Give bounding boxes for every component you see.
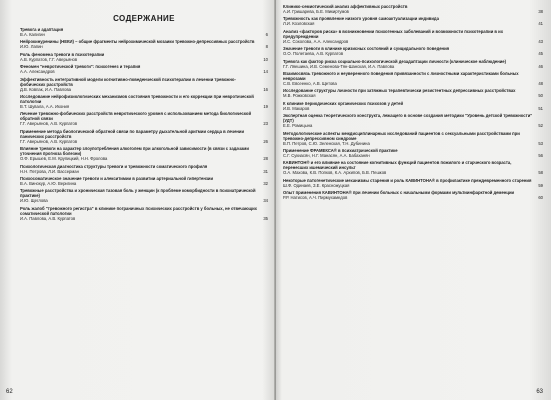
toc-entry — [283, 16, 543, 26]
toc-entry — [20, 27, 268, 37]
toc-entry-page: 46 — [538, 63, 543, 69]
toc-entry — [283, 29, 543, 44]
toc-entry-authors: Ш.Ф. Одинаев, З.Е. Красножуцкая — [283, 182, 350, 188]
toc-entry-page: 19 — [263, 103, 268, 109]
toc-entry-authors: О.О. Полетаева, А.В. Курпатов — [283, 51, 344, 57]
toc-entry — [20, 77, 268, 92]
toc-entry-title: Клинико-семиотический анализ аффективных расстройств — [283, 4, 408, 9]
toc-entry — [20, 129, 268, 144]
toc-entry-authors: О.А. Махова, К.В. Попков, К.А. Архипов, Б.В. Пешков — [283, 170, 387, 176]
toc-entry-authors: Г.Г. Аверьянов, А.В. Курпатов — [20, 121, 78, 127]
toc-entry-page: 23 — [263, 121, 268, 127]
toc-entry-authors: Е.Е. Ромицына — [283, 123, 313, 129]
toc-entry-page: 50 — [538, 93, 543, 99]
toc-entry — [283, 190, 543, 200]
toc-entry-title: Исследование структуры личности при затяжных терапевтически резистентных депрессивных расстройствах — [283, 88, 516, 94]
toc-entry-title: Тревога и адаптация — [20, 27, 64, 32]
toc-entry-page: 35 — [263, 215, 268, 221]
toc-entry-page: 60 — [538, 195, 543, 201]
toc-entry-title: К клинике периодических органических психозов у детей — [283, 100, 404, 106]
toc-entry-page: 10 — [263, 56, 268, 62]
toc-entry — [20, 39, 268, 49]
toc-entry-authors: А.А. Александров — [20, 69, 55, 75]
right-page-number: 63 — [536, 389, 543, 395]
toc-entry-title: Применение ФРАМЕКСА® в психиатрической практике — [283, 147, 398, 153]
toc-entry-title: Эффективность интегративной модели когнитивно-поведенческой психотерапии в лечении тревожно-фобических расстройств — [20, 76, 236, 87]
toc-entry-authors: А.И. Гришарева, Б.Е. Микиртумов — [283, 9, 349, 14]
toc-entry-title: Исследование нейрофизиологических механизмов состояния тревожности и его коррекции при невротической патологии — [20, 93, 254, 104]
toc-entry — [283, 131, 543, 146]
toc-entry — [283, 4, 543, 14]
toc-entry-title: Тревожные расстройства и хроническая тазовая боль у женщин (к проблеме коморбидности в психиатрической практике) — [20, 188, 256, 199]
toc-entry — [20, 164, 268, 174]
toc-entry-title: Тревога как фактор риска социально-психологической дезадаптации личности (клиническое наблюдение) — [283, 58, 507, 64]
toc-entry-page: 48 — [538, 80, 543, 86]
toc-entry-title: Методологические аспекты междисциплинарных исследований пациентов с сексуальными расстройствами при тревожно-депрессивном синдроме — [283, 130, 520, 141]
toc-entry-page: 34 — [263, 198, 268, 204]
toc-entry-authors: И.В. Макаров — [283, 105, 310, 111]
toc-entry-title: Применение метода биологической обратной связи по параметру дыхательной аритмии сердца в лечении панических расстройств — [20, 128, 245, 139]
toc-entry-page: 41 — [538, 21, 543, 27]
toc-entry — [283, 59, 543, 69]
toc-entry-title: Нейрокинуренины (НЕКИ) – общие фрагменты нейрохимической мозаики тревожно-депрессивных расстройств — [20, 39, 255, 45]
toc-entry-page: 16 — [263, 86, 268, 92]
toc-entry — [20, 176, 268, 186]
toc-entry-title: Тревожность как проявление низкого уровня самоактуализации индивида — [283, 16, 439, 22]
toc-entry — [283, 178, 543, 188]
toc-entry-title: Роль жалоб "тревожного регистра" в клинике пограничных психических расстройств у больных, не отвечающих соматической патологии — [20, 205, 257, 216]
toc-entry-page: 59 — [538, 182, 543, 188]
toc-entry-title: Значение тревоги в клинике кризисных состояний и суицидального поведения — [283, 46, 450, 52]
toc-entry-title: Психологическая диагностика структуры тревоги и тревожности соматического профиля — [20, 163, 208, 169]
toc-entry — [20, 146, 268, 161]
toc-entry-title: Взаимосвязь тревожного и неуверенного поведения привязанности с личностными характеристиками больных неврозами — [283, 70, 519, 81]
toc-entry-title: КАВИНТОН® и его влияние на состояние когнитивных функций пациентов пожилого и старческого возраста, перенесших ишемический инсульт — [283, 160, 512, 171]
toc-entry-title: Экспертная оценка теоретического конструкта, лежащего в основе создания методики "Уровень детской тревожности" (УДТ) — [283, 113, 533, 124]
toc-entry-authors: В.П. Петров, С.Ю. Зеленская, Т.Н. Дубинина — [283, 140, 370, 146]
toc-entry-authors: Р.Р. Натисов, А.Ч. Пирмухамедов — [283, 195, 348, 201]
toc-entry — [283, 148, 543, 158]
toc-entry-page: 6 — [265, 32, 268, 37]
toc-entry-authors: Н.Н. Петрова, Л.И. Вассерман — [20, 168, 79, 174]
toc-entry-authors: И.С. Соколова, А.А. Александров — [283, 38, 349, 44]
toc-entry-title: Феномен "невротической тревоги": психогенез и терапия — [20, 64, 141, 70]
toc-entry — [20, 111, 268, 126]
toc-entry-page: 26 — [263, 138, 268, 144]
toc-entry — [20, 188, 268, 203]
toc-entry-authors: М.В. Рожковская — [283, 93, 316, 99]
right-toc-list — [283, 4, 543, 200]
toc-entry-page: 45 — [538, 51, 543, 57]
toc-heading: СОДЕРЖАНИЕ — [113, 14, 175, 23]
toc-entry-page: 52 — [538, 123, 543, 129]
toc-entry-page: 31 — [263, 168, 268, 174]
right-page — [276, 0, 551, 400]
toc-entry — [283, 113, 543, 128]
toc-entry — [283, 88, 543, 98]
toc-entry-authors: В.Т. Шувала, А.А. Икония — [20, 103, 70, 109]
toc-entry-authors: Г.Г. Аверьянов, А.В. Курпатов — [20, 138, 78, 144]
toc-entry-authors: А.В. Курпатов, Г.Г. Аверьянов — [20, 56, 78, 62]
toc-entry-page: 32 — [263, 180, 268, 186]
toc-entry-title: Некоторые патогенетические механизмы старения и роль КАВИНТОНА® в профилактике преждевременного старения — [283, 177, 532, 183]
toc-entry-page: 53 — [538, 140, 543, 146]
toc-entry-page: 58 — [538, 170, 543, 176]
toc-entry-page: 56 — [538, 152, 543, 158]
toc-entry-page: 43 — [538, 38, 543, 44]
toc-entry-authors: И.Ю. Лапин — [20, 44, 43, 50]
left-toc-list — [20, 27, 268, 221]
toc-entry — [20, 206, 268, 221]
toc-entry-title: Психосоматическое значение тревоги и алекситимии в развитии артериальной гипертензии — [20, 175, 214, 181]
toc-entry-page: 51 — [538, 105, 543, 111]
toc-entry — [283, 101, 543, 111]
toc-entry-title: Лечение тревожно-фобических расстройств невротического уровня с использованием метода биологической обратной связи — [20, 111, 252, 122]
toc-entry-title: Влияние тревоги на характер злоупотребления алкоголем при алкогольной зависимости (в связи с задачами уточнения прогноза болезни) — [20, 146, 249, 157]
toc-entry-page: 8 — [265, 44, 268, 50]
toc-entry — [20, 52, 268, 62]
toc-entry-title: Роль феномена тревоги в психотерапии — [20, 51, 105, 57]
toc-entry — [20, 64, 268, 74]
left-page-number: 62 — [6, 389, 13, 395]
toc-entry-authors: Д.В. Ковпак, И.А. Павлова — [20, 86, 71, 92]
toc-entry-authors: С.В. Евсеенко, А.В. Щетова — [283, 80, 337, 86]
toc-entry-authors: Г.Г. Ляешина, И.В. Семенова-Тян-Шанская, И.А. Павлова — [283, 63, 395, 69]
toc-entry-authors: С.Г. Сукиасян, Н.Г. Манасян, А.А. Бабаханян — [283, 152, 370, 158]
toc-entry-title: Анализ «факторов риска» в возникновении психогенных заболеваний и возможности психотерапии в их предупреждении — [283, 28, 504, 39]
toc-entry-authors: Л.И. Козловская — [283, 21, 315, 27]
toc-entry-authors: О.Ф. Ерышев, Е.М. Крупицкий, Н.Н. Фролова — [20, 156, 108, 162]
toc-entry-page: 38 — [538, 9, 543, 14]
toc-entry-page: 28 — [263, 156, 268, 162]
toc-entry-authors: И.А. Павлова, А.В. Курпатов — [20, 215, 76, 221]
toc-entry-authors: И.Ю. Щеглова — [20, 198, 48, 204]
toc-entry — [283, 71, 543, 86]
toc-entry-page: 14 — [263, 69, 268, 75]
toc-entry-authors: В.А. Калигин — [20, 32, 45, 37]
toc-entry-authors: В.А. Винокур, А.Ю. Веригина — [20, 180, 77, 186]
toc-entry — [20, 94, 268, 109]
toc-entry-title: Опыт применения КАВИНТОНА® при лечении больных с начальными формами мультиинфарктной деменции — [283, 190, 515, 196]
toc-entry — [283, 160, 543, 175]
toc-entry — [283, 46, 543, 56]
